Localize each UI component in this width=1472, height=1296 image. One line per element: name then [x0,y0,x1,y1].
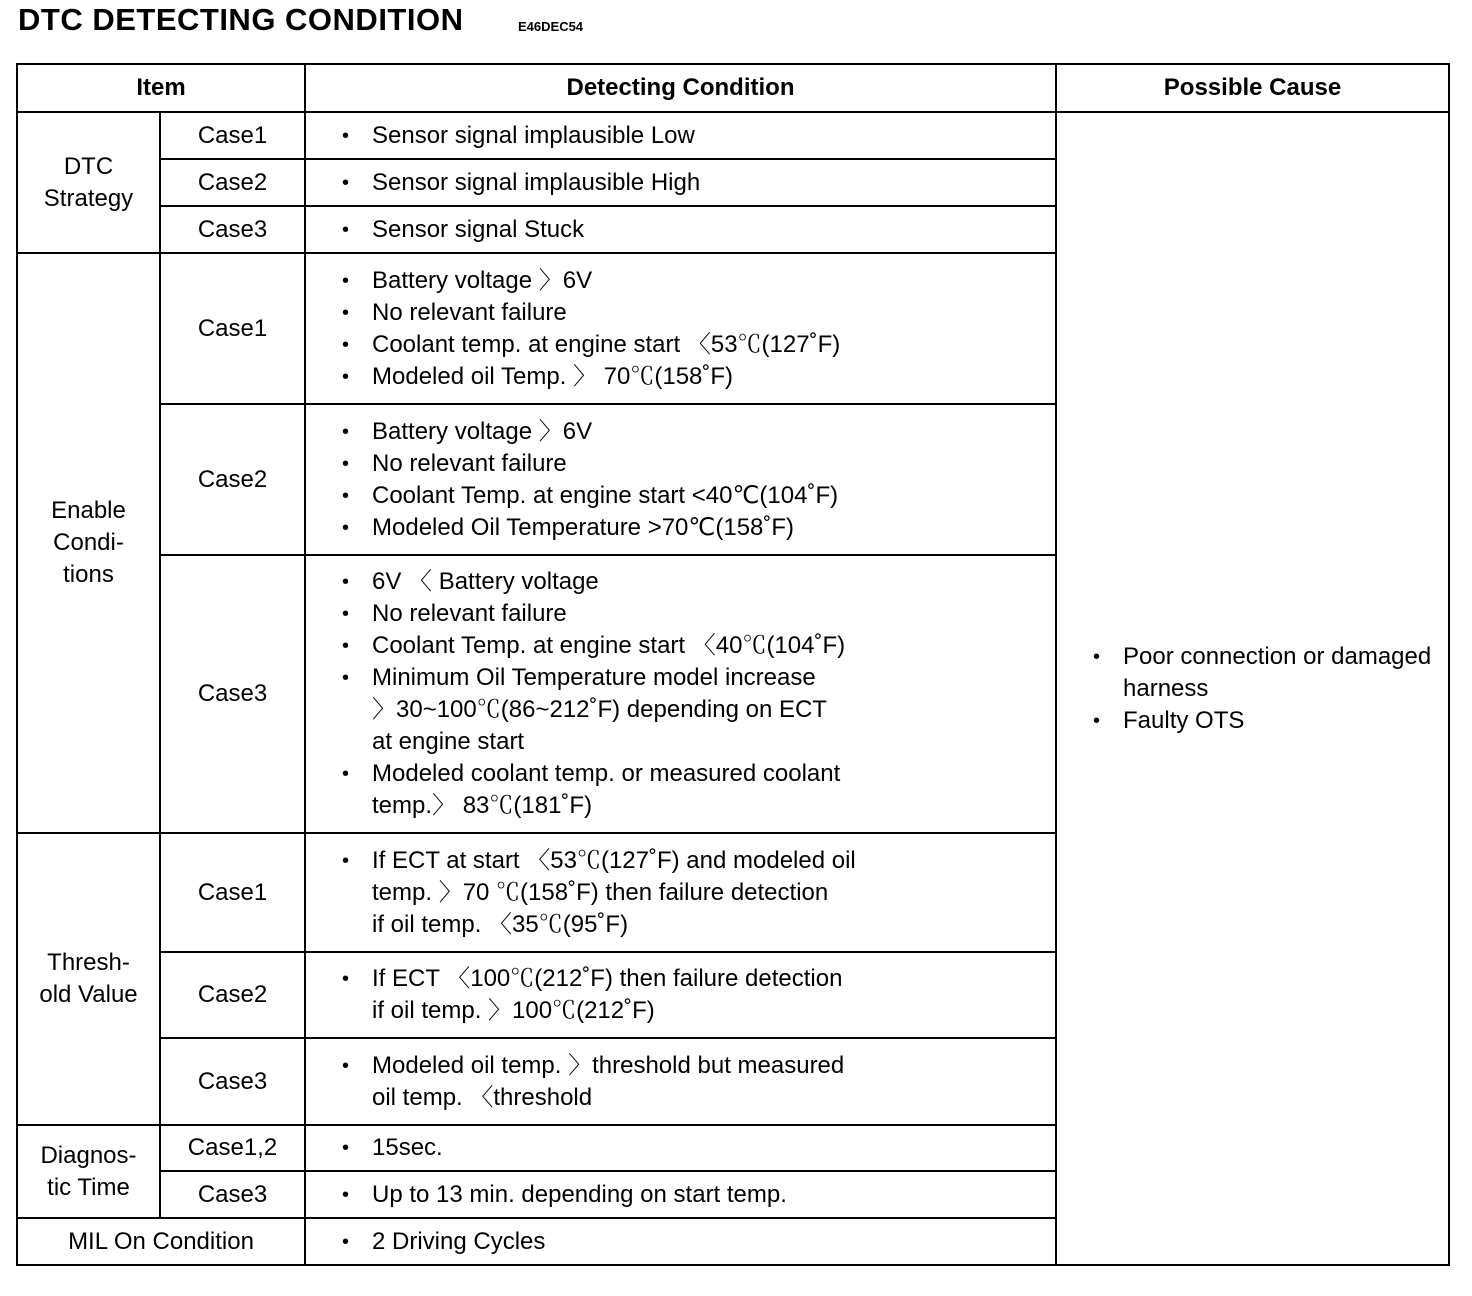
bullet-item: • Faulty OTS [1093,705,1448,737]
condition-cell [305,833,1056,952]
condition-cell [305,206,1056,253]
header-item: Item [17,64,305,112]
bullet-item: • If ECT at start 〈53℃(127˚F) and modeled oil temp. 〉70 ℃(158˚F) then failure detection if oil temp. 〈35℃(95˚F) [342,845,1055,941]
bullet-item: • Modeled Oil Temperature >70℃(158˚F) [342,512,1055,544]
bullet-item: • Modeled coolant temp. or measured coolant temp.〉 83℃(181˚F) [342,758,1055,822]
case-label: Case3 [160,1171,305,1218]
condition-cell [305,1125,1056,1171]
case-label: Case3 [160,555,305,833]
case-label: Case1,2 [160,1125,305,1171]
condition-cell [305,952,1056,1038]
case-label: Case1 [160,833,305,952]
table-row [17,112,1449,159]
bullet-item: • Coolant Temp. at engine start <40℃(104˚F) [342,480,1055,512]
bullet-item: • Battery voltage 〉6V [342,265,1055,297]
bullet-item: • Sensor signal Stuck [342,214,1055,246]
header-condition: Detecting Condition [305,64,1056,112]
bullet-item: • Minimum Oil Temperature model increase 〉30~100℃(86~212˚F) depending on ECT at engine start [342,662,1055,758]
condition-cell [305,1171,1056,1218]
bullet-item: • Modeled oil temp. 〉threshold but measured oil temp. 〈threshold [342,1050,1055,1114]
condition-cell [305,159,1056,206]
table-header-row [17,64,1449,112]
case-label: Case3 [160,1038,305,1125]
group-threshold-value: Thresh- old Value [17,833,160,1125]
condition-cell [305,555,1056,833]
bullet-item: • 2 Driving Cycles [342,1226,1055,1258]
bullet-item: • Coolant Temp. at engine start 〈40℃(104˚F) [342,630,1055,662]
case-label: Case2 [160,159,305,206]
group-dtc-strategy: DTC Strategy [17,112,160,253]
bullet-item: • Poor connection or damaged harness [1093,641,1448,705]
condition-cell [305,1038,1056,1125]
group-diagnostic-time: Diagnos- tic Time [17,1125,160,1218]
group-enable-conditions: Enable Condi- tions [17,253,160,833]
bullet-item: • No relevant failure [342,448,1055,480]
group-mil-on-condition: MIL On Condition [17,1218,305,1265]
bullet-item: • Up to 13 min. depending on start temp. [342,1179,1055,1211]
condition-cell [305,112,1056,159]
dtc-condition-table [16,63,1450,1266]
bullet-item: • Battery voltage 〉6V [342,416,1055,448]
condition-cell [305,253,1056,404]
bullet-item: • 6V 〈 Battery voltage [342,566,1055,598]
bullet-item: • If ECT 〈100℃(212˚F) then failure detection if oil temp. 〉100℃(212˚F) [342,963,1055,1027]
bullet-item: • No relevant failure [342,297,1055,329]
bullet-item: • Sensor signal implausible High [342,167,1055,199]
bullet-item: • No relevant failure [342,598,1055,630]
condition-cell [305,404,1056,555]
bullet-item: • Coolant temp. at engine start 〈53℃(127˚F) [342,329,1055,361]
bullet-item: • 15sec. [342,1132,1055,1164]
document-code: E46DEC54 [518,19,584,34]
condition-cell [305,1218,1056,1265]
bullet-item: • Sensor signal implausible Low [342,120,1055,152]
case-label: Case2 [160,952,305,1038]
case-label: Case2 [160,404,305,555]
page-title: DTC DETECTING CONDITION [18,2,464,37]
bullet-item: • Modeled oil Temp. 〉 70℃(158˚F) [342,361,1055,393]
case-label: Case1 [160,112,305,159]
possible-cause-cell [1056,112,1449,1265]
header-cause: Possible Cause [1056,64,1449,112]
case-label: Case1 [160,253,305,404]
case-label: Case3 [160,206,305,253]
